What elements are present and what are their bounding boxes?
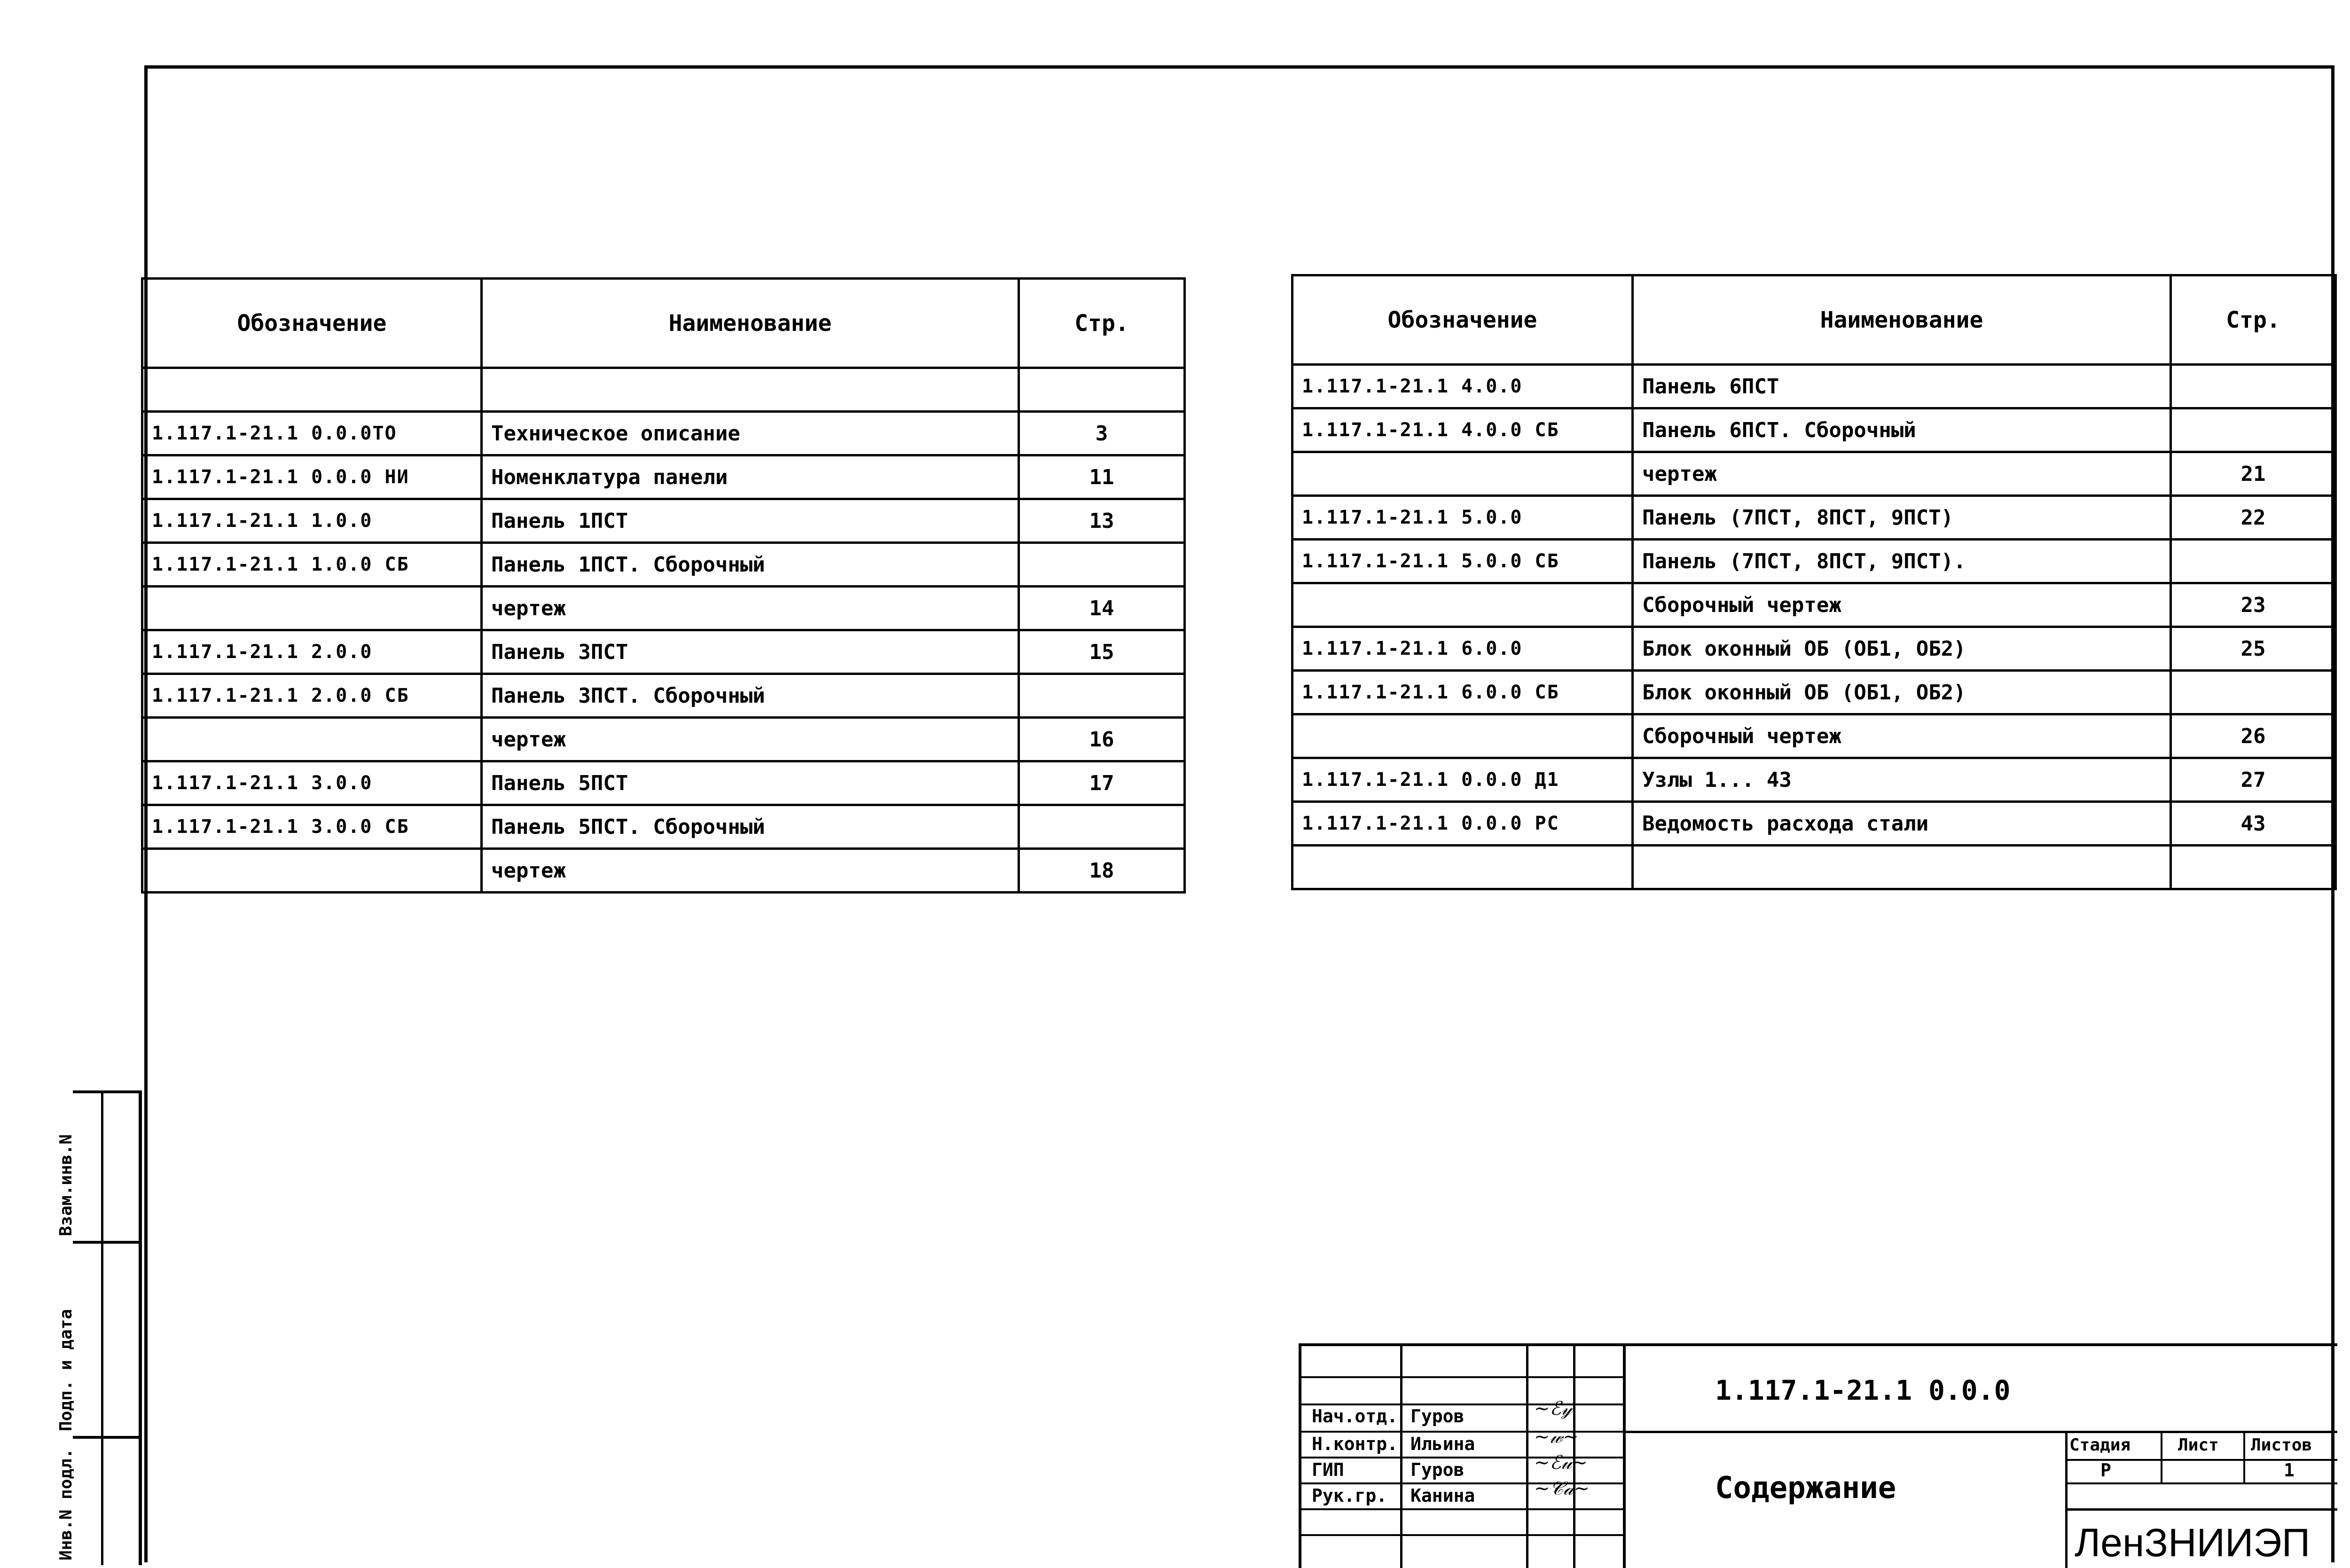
table-row xyxy=(1292,496,2336,540)
table-row xyxy=(1292,408,2336,452)
document-designation: 1.117.1-21.1 0.0.0 xyxy=(1715,1374,2011,1406)
role-chief-engineer: ГИП xyxy=(1312,1459,1344,1480)
header-name: Наименование xyxy=(1633,275,2171,365)
header-name: Наименование xyxy=(482,279,1019,368)
row-designation xyxy=(142,718,482,761)
table-row xyxy=(142,761,1185,805)
sheets-value: 1 xyxy=(2284,1460,2295,1481)
row-name: Панель 3ПСТ xyxy=(482,630,1019,674)
row-name: Узлы 1... 43 xyxy=(1633,758,2171,802)
stage-value: Р xyxy=(2100,1460,2111,1481)
row-designation: 1.117.1-21.1 5.0.0 СБ xyxy=(1292,540,1633,583)
row-designation: 1.117.1-21.1 1.0.0 СБ xyxy=(142,543,482,587)
table-row xyxy=(1292,758,2336,802)
row-name: чертеж xyxy=(482,587,1019,630)
table-row xyxy=(142,455,1185,499)
row-page xyxy=(2171,408,2336,452)
row-page: 17 xyxy=(1019,761,1185,805)
row-designation: 1.117.1-21.1 0.0.0ТО xyxy=(142,412,482,455)
row-page: 26 xyxy=(2171,714,2336,758)
row-designation: 1.117.1-21.1 2.0.0 СБ xyxy=(142,674,482,718)
row-designation xyxy=(142,849,482,893)
row-designation xyxy=(1292,583,1633,627)
table-row xyxy=(1292,671,2336,714)
side-stamp-original-number: Инв.N подл. xyxy=(73,1436,139,1565)
row-name: чертеж xyxy=(482,718,1019,761)
name-chief-engineer: Гуров xyxy=(1410,1459,1465,1480)
row-name: Панель 5ПСТ. Сборочный xyxy=(482,805,1019,849)
row-name xyxy=(482,368,1019,412)
row-page xyxy=(1019,674,1185,718)
row-page: 23 xyxy=(2171,583,2336,627)
table-row xyxy=(142,630,1185,674)
name-group-lead: Канина xyxy=(1410,1485,1475,1506)
row-page: 15 xyxy=(1019,630,1185,674)
row-designation xyxy=(142,368,482,412)
row-name: Панель (7ПСТ, 8ПСТ, 9ПСТ). xyxy=(1633,540,2171,583)
row-page xyxy=(1019,368,1185,412)
row-name: чертеж xyxy=(1633,452,2171,496)
row-name xyxy=(1633,846,2171,889)
role-standards-control: Н.контр. xyxy=(1312,1434,1398,1454)
row-name: Панель 6ПСТ xyxy=(1633,365,2171,408)
row-designation xyxy=(1292,846,1633,889)
row-designation: 1.117.1-21.1 3.0.0 СБ xyxy=(142,805,482,849)
table-row xyxy=(142,412,1185,455)
row-page xyxy=(2171,846,2336,889)
row-name: Сборочный чертеж xyxy=(1633,583,2171,627)
row-name: Панель 6ПСТ. Сборочный xyxy=(1633,408,2171,452)
sheets-label: Листов xyxy=(2251,1435,2312,1455)
organization-name: ЛенЗНИИЭП xyxy=(2075,1521,2311,1565)
row-name: Блок оконный ОБ (ОБ1, ОБ2) xyxy=(1633,627,2171,671)
row-page: 43 xyxy=(2171,802,2336,846)
row-name: Блок оконный ОБ (ОБ1, ОБ2) xyxy=(1633,671,2171,714)
stage-label: Стадия xyxy=(2069,1435,2131,1455)
row-designation: 1.117.1-21.1 4.0.0 СБ xyxy=(1292,408,1633,452)
row-designation xyxy=(142,587,482,630)
table-row xyxy=(1292,583,2336,627)
signature-4: ~𝒞𝒶~ xyxy=(1534,1478,1590,1499)
role-group-lead: Рук.гр. xyxy=(1312,1485,1387,1506)
row-designation: 1.117.1-21.1 6.0.0 xyxy=(1292,627,1633,671)
contents-table-left xyxy=(141,277,1186,894)
row-designation: 1.117.1-21.1 6.0.0 СБ xyxy=(1292,671,1633,714)
row-name: Панель 3ПСТ. Сборочный xyxy=(482,674,1019,718)
row-page: 11 xyxy=(1019,455,1185,499)
row-page: 21 xyxy=(2171,452,2336,496)
table-row xyxy=(1292,627,2336,671)
name-head-of-dept: Гуров xyxy=(1410,1406,1465,1427)
row-name: Техническое описание xyxy=(482,412,1019,455)
row-designation: 1.117.1-21.1 3.0.0 xyxy=(142,761,482,805)
row-page xyxy=(1019,543,1185,587)
table-row xyxy=(1292,714,2336,758)
row-page: 18 xyxy=(1019,849,1185,893)
row-designation: 1.117.1-21.1 0.0.0 РС xyxy=(1292,802,1633,846)
row-designation: 1.117.1-21.1 2.0.0 xyxy=(142,630,482,674)
row-designation xyxy=(1292,452,1633,496)
table-row xyxy=(1292,540,2336,583)
row-name: Номенклатура панели xyxy=(482,455,1019,499)
table-row xyxy=(142,368,1185,412)
row-page xyxy=(1019,805,1185,849)
row-page: 27 xyxy=(2171,758,2336,802)
header-page: Стр. xyxy=(1019,279,1185,368)
table-row xyxy=(1292,452,2336,496)
row-page: 14 xyxy=(1019,587,1185,630)
row-designation xyxy=(1292,714,1633,758)
row-name: Панель 1ПСТ. Сборочный xyxy=(482,543,1019,587)
table-row xyxy=(142,849,1185,893)
row-name: Панель 5ПСТ xyxy=(482,761,1019,805)
table-row xyxy=(1292,365,2336,408)
row-designation: 1.117.1-21.1 5.0.0 xyxy=(1292,496,1633,540)
row-page xyxy=(2171,540,2336,583)
row-designation: 1.117.1-21.1 1.0.0 xyxy=(142,499,482,543)
row-designation: 1.117.1-21.1 0.0.0 НИ xyxy=(142,455,482,499)
header-page: Стр. xyxy=(2171,275,2336,365)
row-name: чертеж xyxy=(482,849,1019,893)
header-designation: Обозначение xyxy=(1292,275,1633,365)
table-row xyxy=(142,587,1185,630)
row-page: 3 xyxy=(1019,412,1185,455)
role-head-of-dept: Нач.отд. xyxy=(1312,1406,1398,1427)
row-designation: 1.117.1-21.1 0.0.0 Д1 xyxy=(1292,758,1633,802)
table-row xyxy=(142,718,1185,761)
signature-1: ~ℰ𝓎 xyxy=(1534,1398,1572,1419)
row-page: 13 xyxy=(1019,499,1185,543)
table-row xyxy=(1292,802,2336,846)
row-page: 25 xyxy=(2171,627,2336,671)
table-row xyxy=(142,543,1185,587)
side-stamp xyxy=(56,1090,142,1565)
row-designation: 1.117.1-21.1 4.0.0 xyxy=(1292,365,1633,408)
name-standards-control: Ильина xyxy=(1410,1434,1475,1454)
side-stamp-signature-date: Подп. и дата xyxy=(73,1241,139,1436)
row-page: 16 xyxy=(1019,718,1185,761)
row-name: Ведомость расхода стали xyxy=(1633,802,2171,846)
document-title: Содержание xyxy=(1715,1471,1896,1505)
row-name: Панель (7ПСТ, 8ПСТ, 9ПСТ) xyxy=(1633,496,2171,540)
table-row xyxy=(142,674,1185,718)
contents-table-right xyxy=(1291,274,2337,890)
sheet-label: Лист xyxy=(2178,1435,2219,1455)
header-designation: Обозначение xyxy=(142,279,482,368)
row-page: 22 xyxy=(2171,496,2336,540)
table-row xyxy=(1292,846,2336,889)
row-name: Сборочный чертеж xyxy=(1633,714,2171,758)
signature-3: ~ℰ𝓊~ xyxy=(1534,1452,1588,1474)
row-page xyxy=(2171,365,2336,408)
row-name: Панель 1ПСТ xyxy=(482,499,1019,543)
title-block xyxy=(1299,1343,2337,1568)
signature-2: ~𝓌~ xyxy=(1534,1426,1579,1448)
table-row xyxy=(142,499,1185,543)
table-row xyxy=(142,805,1185,849)
row-page xyxy=(2171,671,2336,714)
side-stamp-replacement: Взам.инв.N xyxy=(73,1090,139,1241)
